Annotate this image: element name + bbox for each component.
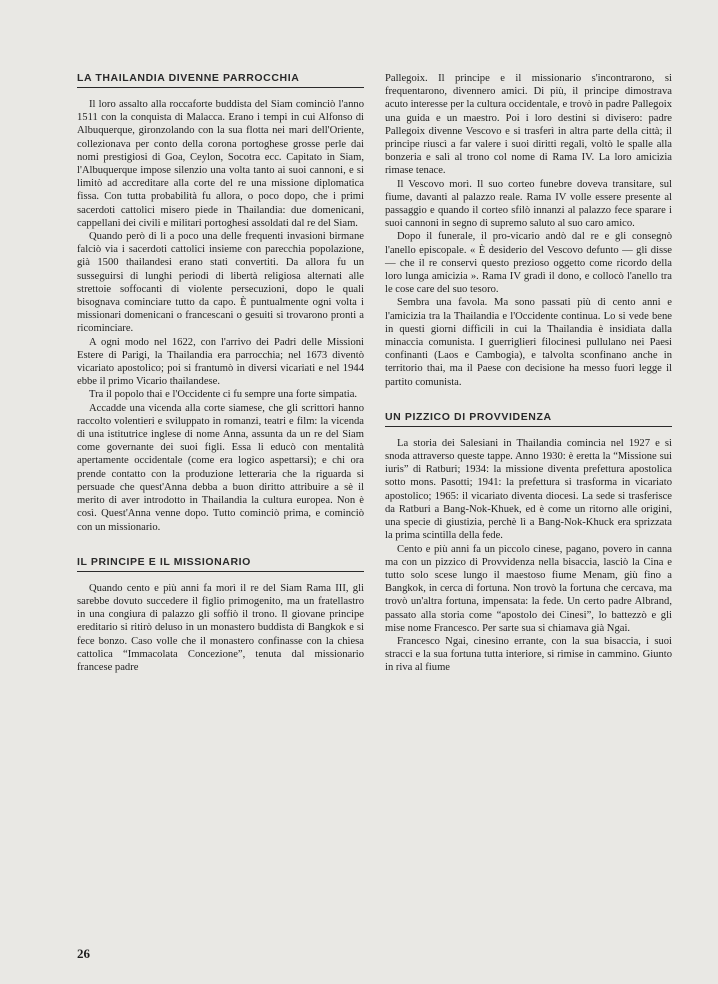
section-heading-principe-missionario: IL PRINCIPE E IL MISSIONARIO bbox=[77, 556, 364, 572]
paragraph: Quando cento e più anni fa morì il re del Siam Rama III, gli sarebbe dovuto succedere il figlio primogenito, ma un fratellastro in una congiura di palazzo gli soffiò il trono. Il giovane principe ereditario si ritirò deluso in un monastero buddista di Bangkok e si fece bonzo. Caso volle che il monastero confinasse con la chiesa cattolica “Immacolata Concezione”, tenuta dal missionario francese padre bbox=[77, 582, 364, 673]
paragraph: Francesco Ngai, cinesino errante, con la sua bisaccia, i suoi stracci e la sua fortuna tutta interiore, si rimise in cammino. Giunto in riva al fiume bbox=[385, 635, 672, 674]
paragraph: Tra il popolo thai e l'Occidente ci fu sempre una forte simpatia. bbox=[89, 389, 358, 401]
section-heading-pizzico-provvidenza: UN PIZZICO DI PROVVIDENZA bbox=[385, 411, 672, 427]
paragraph: La storia dei Salesiani in Thailandia comincia nel 1927 e si snoda attraverso queste tappe. Anno 1930: è eretta la “Missione sui iuris” di Ratburi; 1934: la missione diventa prefettura apostolica sotto mons. Pasotti; 1941: la prefettura si trasforma in vicariato apostolico; 1965: il vicariato diventa diocesi. La sede si trasferisce da Ratburi a Bang-Nok-Khuek, ed è come un ritorno alle origini, una specie di giustizia, perchè lì a Bang-Nok-Khuck era sprizzata la prima scintilla della fede. bbox=[385, 437, 672, 542]
paragraph: Dopo il funerale, il pro-vicario andò dal re e gli consegnò l'anello episcopale. « È desiderio del Vescovo defunto — gli disse — che il re conservi questo prezioso oggetto come ricordo della loro lunga amicizia ». Rama IV gradì il dono, e collocò l'anello tra le cose care del suo tesoro. bbox=[385, 231, 672, 296]
paragraph: Pallegoix. Il principe e il missionario s'incontrarono, si frequentarono, divennero amici. Di più, il principe dimostrava acuto interesse per la cultura occidentale, e trovò in padre Pallegoix una guida e un maestro. Poi i loro destini si divisero: padre Pallegoix divenne Vescovo e si trasferì in altra parte della città; il principe riuscì a far valere i suoi diritti regali, voltò le spalle alla bonzeria e salì al trono col nome di Rama IV. La loro amicizia rimase tenace. bbox=[385, 73, 672, 177]
paragraph: A ogni modo nel 1622, con l'arrivo dei Padri delle Missioni Estere di Parigi, la Thailandia era parrocchia; nel 1673 diventò vicariato apostolico; poi si frantumò in diversi vicariati e nel 1944 ebbe il primo Vicario thailandese. bbox=[77, 336, 364, 388]
left-column bbox=[77, 72, 364, 674]
section-spacer bbox=[385, 389, 672, 411]
right-column bbox=[385, 72, 672, 675]
paragraph: Quando però di lì a poco una delle frequenti invasioni birmane falciò via i sacerdoti cattolici insieme con parecchia popolazione, già 1500 thailandesi erano stati convertiti. Da allora fu un susseguirsi di lunghi periodi di libertà religiosa alternati alle strettoie soffocanti di violente persecuzioni, dopo le quali bisognava cominciare tutto da capo. È puntualmente ogni volta i missionari domenicani o francescani o gesuiti si trovarono pronti a ricominciare. bbox=[77, 231, 364, 335]
paragraph: Il Vescovo morì. Il suo corteo funebre doveva transitare, sul fiume, davanti al palazzo reale. Rama IV volle essere presente al passaggio e quando il corteo sfilò innanzi al palazzo fece sparare i suoi cannoni in segno di supremo saluto al suo caro amico. bbox=[385, 178, 672, 230]
section-spacer bbox=[77, 534, 364, 556]
page-number: 26 bbox=[77, 946, 90, 961]
paragraph: Cento e più anni fa un piccolo cinese, pagano, povero in canna ma con un pizzico di Provvidenza nella bisaccia, lasciò la Cina e tutto solo scese lungo il maestoso fiume Menam, giù fino a Bangkok, in cerca di fortuna. Non trovò la fortuna che cercava, ma trovò un'altra fortuna, impensata: la fede. Un certo padre Albrand, passato alla storia come “apostolo dei Cinesi”, lo battezzò e gli mise nome Francesco. Per sarte sua si chiamava già Ngai. bbox=[385, 543, 672, 634]
paragraph: Accadde una vicenda alla corte siamese, che gli scrittori hanno raccolto volentieri e sviluppato in romanzi, teatri e film: la vicenda di una istitutrice inglese di nome Anna, assunta da un re del Siam come governante dei suoi figli. Essa li educò con mentalità apertamente occidentale (come era logico aspettarsi); e chi ora prende contatto con la produzione letteraria che la riguarda si persuade che quest'Anna debba a buon diritto attribuire a sè il merito di aver introdotto in Thailandia la cultura europea. Non è così. Quest'Anna venne dopo. Tutto cominciò prima, e cominciò con un missionario. bbox=[77, 402, 364, 533]
paragraph: Sembra una favola. Ma sono passati più di cento anni e l'amicizia tra la Thailandia e l'Occidente continua. Lo si vede bene in questi giorni difficili in cui la Thailandia è insidiata dalla minaccia comunista. I guerriglieri filocinesi pullulano nei Paesi confinanti (Laos e Cambogia), e talvolta sconfinano anche in territorio thai, ma il Paese con decisione ha messo fuori legge il partito comunista. bbox=[385, 297, 672, 388]
section-heading-thailandia-parrocchia: LA THAILANDIA DIVENNE PARROCCHIA bbox=[77, 72, 364, 88]
paragraph: Il loro assalto alla roccaforte buddista del Siam cominciò l'anno 1511 con la conquista di Malacca. Erano i tempi in cui Alfonso di Albuquerque, gironzolando con la sua flotta nei mari dell'Oriente, collezionava per conto della corona portoghese grosse perle dai nomi prestigiosi di Goa, Ceylon, Socotra ecc. Capitato in Siam, l'Albuquerque impose silenzio una volta tanto ai suoi cannoni, e si limitò ad accreditare alla corte del re una missione diplomatica fissa. Con tutta probabilità fu allora, o poco dopo, che i primi sacerdoti cattolici misero piede in Thailandia: due domenicani, cappellani dei civili e militari portoghesi assoldati dal re del Siam. bbox=[77, 99, 364, 229]
